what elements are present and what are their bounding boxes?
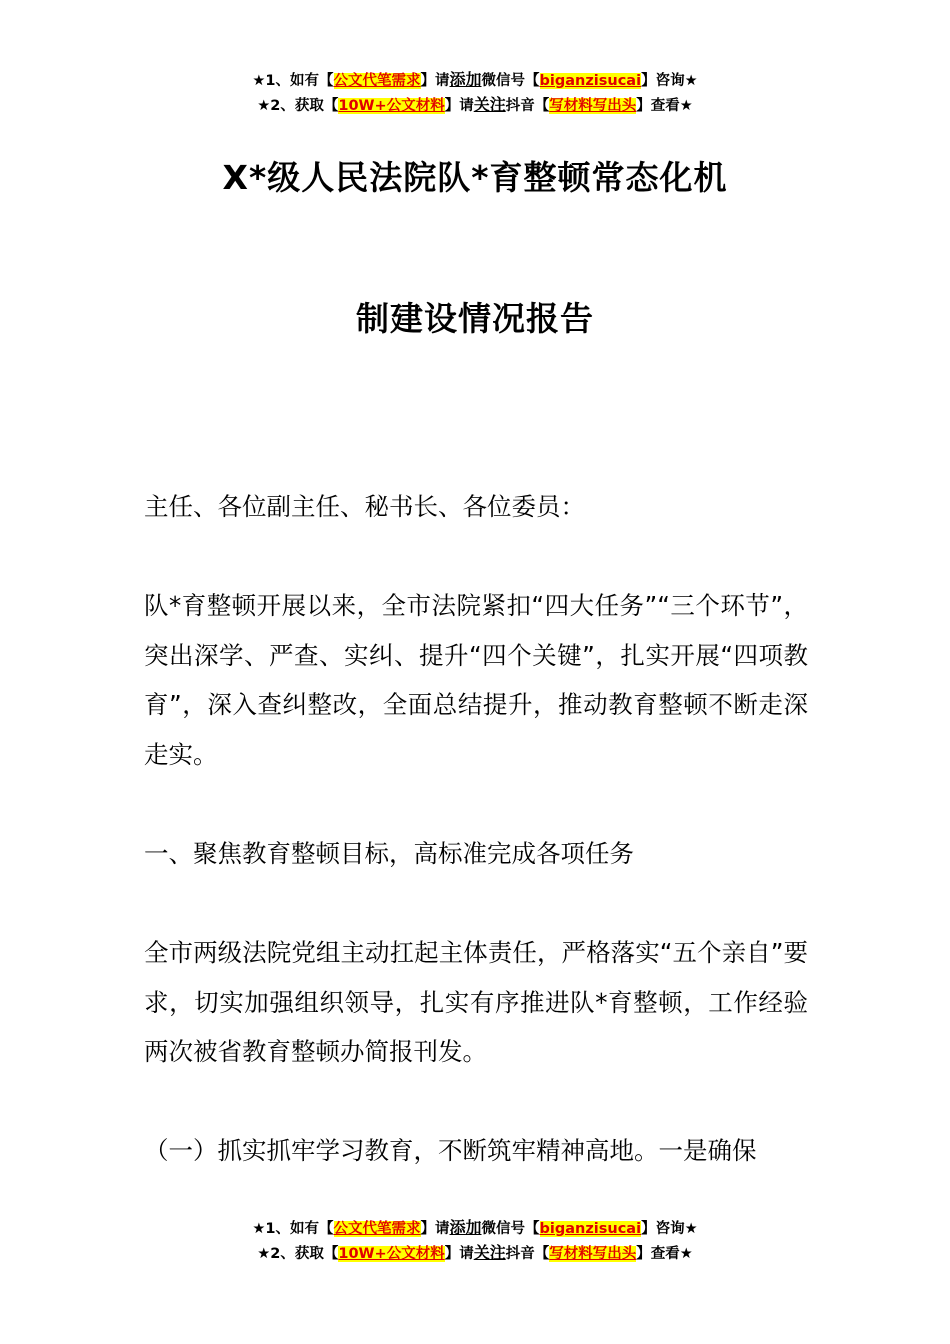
paragraph-2: 全市两级法院党组主动扛起主体责任，严格落实“五个亲自”要求，切实加强组织领导，扎实有序推进队*育整顿，工作经验两次被省教育整顿办简报刊发。 [144, 938, 808, 1066]
banner-text: 抖音【 [505, 1246, 550, 1262]
banner-text: 微信号【 [481, 73, 540, 89]
section-heading-1: 一、聚焦教育整顿目标，高标准完成各项任务 [144, 839, 634, 868]
header-banner [0, 68, 950, 118]
document-title-line-2: 制建设情况报告 [356, 299, 594, 338]
banner-text: 】查看★ [636, 1246, 693, 1262]
banner-highlight: 写材料写出头 [549, 98, 637, 114]
banner-text: 】请 [444, 1246, 474, 1262]
banner-text: 】请 [444, 98, 474, 114]
banner-line-1 [0, 1216, 950, 1241]
banner-text: 】查看★ [636, 98, 693, 114]
banner-text: 】请 [420, 73, 450, 89]
banner-text: ★1、如有【 [252, 73, 334, 89]
banner-highlight: 写材料写出头 [549, 1246, 637, 1262]
banner-underline: 添加 [449, 70, 482, 89]
paragraph-3: （一）抓实抓牢学习教育，不断筑牢精神高地。一是确保 [144, 1136, 757, 1165]
banner-highlight: 10W+公文材料 [338, 98, 445, 114]
banner-highlight: 公文代笔需求 [333, 73, 421, 89]
banner-text: ★1、如有【 [252, 1221, 334, 1237]
footer-banner [0, 1216, 950, 1266]
banner-line-2 [0, 93, 950, 118]
banner-text: 】请 [420, 1221, 450, 1237]
banner-highlight: biganzisucai [539, 73, 642, 89]
document-title-line-1: X*级人民法院队*育整顿常态化机 [222, 158, 728, 197]
banner-highlight: 公文代笔需求 [333, 1221, 421, 1237]
banner-line-2 [0, 1241, 950, 1266]
banner-highlight: 10W+公文材料 [338, 1246, 445, 1262]
salutation: 主任、各位副主任、秘书长、各位委员： [144, 492, 585, 521]
banner-underline: 关注 [473, 95, 506, 114]
paragraph-1: 队*育整顿开展以来，全市法院紧扣“四大任务”“三个环节”，突出深学、严查、实纠、提升“四个关键”，扎实开展“四项教育”，深入查纠整改，全面总结提升，推动教育整顿不断走深走实。 [144, 591, 808, 769]
banner-text: 】咨询★ [641, 1221, 698, 1237]
banner-text: ★2、获取【 [257, 1246, 339, 1262]
banner-line-1 [0, 68, 950, 93]
banner-highlight: biganzisucai [539, 1221, 642, 1237]
banner-underline: 添加 [449, 1218, 482, 1237]
banner-text: 抖音【 [505, 98, 550, 114]
banner-underline: 关注 [473, 1243, 506, 1262]
banner-text: ★2、获取【 [257, 98, 339, 114]
banner-text: 微信号【 [481, 1221, 540, 1237]
banner-text: 】咨询★ [641, 73, 698, 89]
